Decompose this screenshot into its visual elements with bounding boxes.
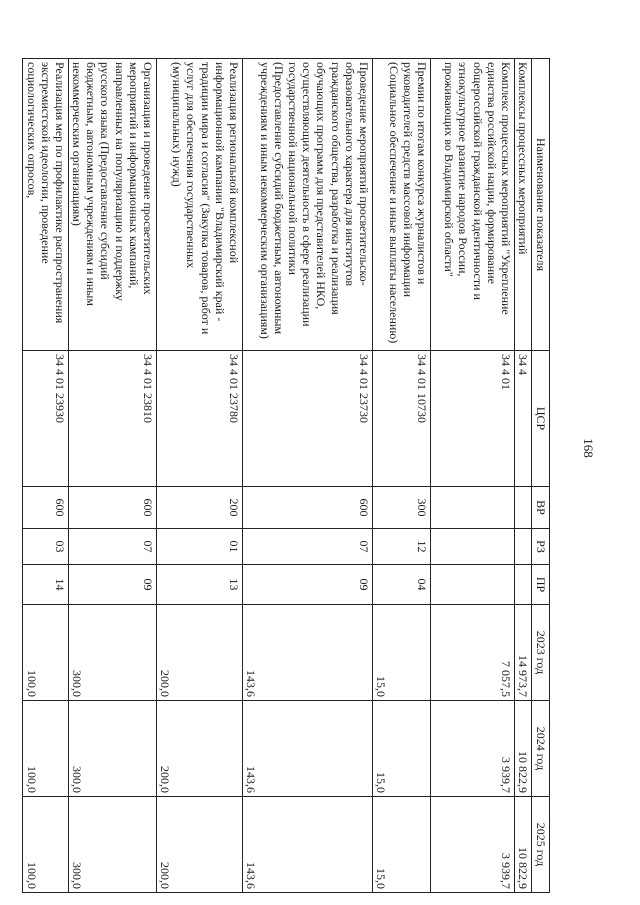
row-vr xyxy=(514,487,531,529)
row-rz xyxy=(514,529,531,565)
row-pr: 09 xyxy=(68,565,156,605)
row-2023: 143,6 xyxy=(242,605,372,701)
row-pr xyxy=(430,565,514,605)
header-row xyxy=(532,59,550,893)
row-2024: 3 939,7 xyxy=(430,701,514,797)
header-csr: ЦСР xyxy=(532,351,550,487)
header-pr: ПР xyxy=(532,565,550,605)
row-rz: 12 xyxy=(372,529,430,565)
row-2024: 200,0 xyxy=(156,701,242,797)
row-rz: 07 xyxy=(242,529,372,565)
row-csr: 34 4 01 23730 xyxy=(242,351,372,487)
row-2024: 15,0 xyxy=(372,701,430,797)
table-row xyxy=(430,59,514,893)
rotated-page xyxy=(24,58,550,892)
row-2025: 10 822,9 xyxy=(514,797,531,893)
row-vr: 200 xyxy=(156,487,242,529)
budget-table xyxy=(22,58,550,893)
row-2025: 15,0 xyxy=(372,797,430,893)
row-2025: 3 939,7 xyxy=(430,797,514,893)
row-vr: 600 xyxy=(68,487,156,529)
table-row xyxy=(68,59,156,893)
row-name: Комплексы процессных мероприятий xyxy=(514,59,531,351)
header-name: Наименование показателя xyxy=(532,59,550,351)
header-rz: РЗ xyxy=(532,529,550,565)
row-pr: 14 xyxy=(23,565,68,605)
row-csr: 34 4 01 23780 xyxy=(156,351,242,487)
row-name: Организация и проведение просветительских мероприятий и информационных кампаний, направленных на популяризацию и поддержку русского языка (Предоставление субсидий бюджетным, автономным учреждениям и иным некоммерческим организациям) xyxy=(68,59,156,351)
row-2023: 15,0 xyxy=(372,605,430,701)
row-2025: 300,0 xyxy=(68,797,156,893)
header-2024: 2024 год xyxy=(532,701,550,797)
row-2025: 200,0 xyxy=(156,797,242,893)
row-2023: 200,0 xyxy=(156,605,242,701)
row-2024: 10 822,9 xyxy=(514,701,531,797)
row-vr: 600 xyxy=(23,487,68,529)
row-2024: 100,0 xyxy=(23,701,68,797)
row-vr xyxy=(430,487,514,529)
row-vr: 300 xyxy=(372,487,430,529)
row-csr: 34 4 01 xyxy=(430,351,514,487)
row-vr: 600 xyxy=(242,487,372,529)
row-name: Проведение мероприятий просветительско-образовательного характера для институтов гражданского общества, разработка и реализация обучающих программ для представителей НКО, осуществляющих деятельность в сфере реализации государственной национальной политики (Предоставление субсидий бюджетным, автономным учреждениям и иным некоммерческим организациям) xyxy=(242,59,372,351)
table-row xyxy=(242,59,372,893)
row-pr: 04 xyxy=(372,565,430,605)
table-row xyxy=(372,59,430,893)
header-2025: 2025 год xyxy=(532,797,550,893)
row-2024: 143,6 xyxy=(242,701,372,797)
row-csr: 34 4 01 23810 xyxy=(68,351,156,487)
row-rz: 01 xyxy=(156,529,242,565)
row-csr: 34 4 01 23930 xyxy=(23,351,68,487)
row-rz xyxy=(430,529,514,565)
row-name: Комплекс процессных мероприятий "Укрепление единства российской нации, формирование общероссийской гражданской идентичности и этнокультурное развитие народов России, проживающих во Владимирской области" xyxy=(430,59,514,351)
row-rz: 07 xyxy=(68,529,156,565)
row-2025: 100,0 xyxy=(23,797,68,893)
header-vr: ВР xyxy=(532,487,550,529)
row-name: Реализация региональной комплексной информационной кампании "Владимирский край - традиции мира и согласия" (Закупка товаров, работ и услуг для обеспечения государственных (муниципальных) нужд) xyxy=(156,59,242,351)
row-2023: 7 057,5 xyxy=(430,605,514,701)
row-pr: 09 xyxy=(242,565,372,605)
row-2025: 143,6 xyxy=(242,797,372,893)
row-pr: 13 xyxy=(156,565,242,605)
table-row xyxy=(514,59,531,893)
row-csr: 34 4 01 10730 xyxy=(372,351,430,487)
row-csr: 34 4 xyxy=(514,351,531,487)
row-name: Реализация мер по профилактике распространения экстремистской идеологии, проведение социологических опросов, xyxy=(23,59,68,351)
row-pr xyxy=(514,565,531,605)
table-row xyxy=(156,59,242,893)
header-2023: 2023 год xyxy=(532,605,550,701)
row-rz: 03 xyxy=(23,529,68,565)
page-number: 168 xyxy=(580,438,596,458)
row-2024: 300,0 xyxy=(68,701,156,797)
row-name: Премии по итогам конкурса журналистов и руководителей средств массовой информации (Социальное обеспечение и иные выплаты населению) xyxy=(372,59,430,351)
row-2023: 100,0 xyxy=(23,605,68,701)
table-row xyxy=(23,59,68,893)
row-2023: 14 973,7 xyxy=(514,605,531,701)
row-2023: 300,0 xyxy=(68,605,156,701)
